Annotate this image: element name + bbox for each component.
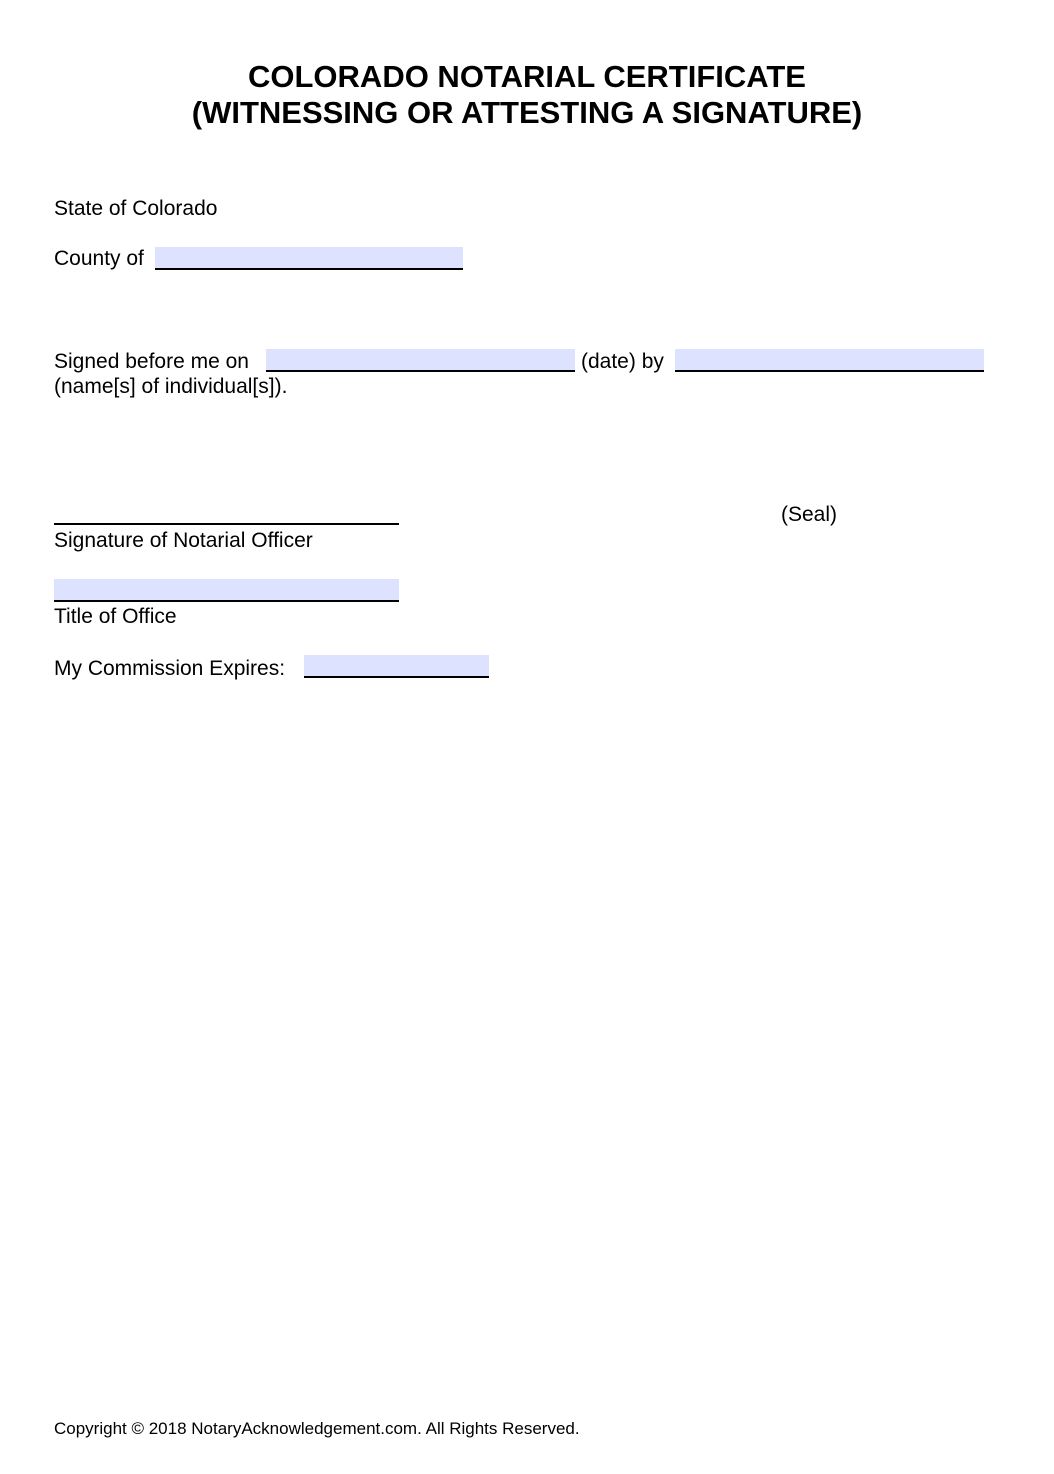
title-line-2: (WITNESSING OR ATTESTING A SIGNATURE) <box>191 95 863 130</box>
commission-field[interactable] <box>304 655 489 678</box>
names-field[interactable] <box>675 349 984 372</box>
names-label: (name[s] of individual[s]). <box>54 375 288 398</box>
county-field[interactable] <box>155 247 463 270</box>
title-of-office-label: Title of Office <box>54 605 177 628</box>
signed-label: Signed before me on <box>54 350 249 373</box>
signature-label: Signature of Notarial Officer <box>54 529 313 552</box>
county-label: County of <box>54 247 144 270</box>
copyright: Copyright © 2018 NotaryAcknowledgement.com. All Rights Reserved. <box>54 1419 580 1438</box>
commission-label: My Commission Expires: <box>54 657 286 680</box>
title-line-1: COLORADO NOTARIAL CERTIFICATE <box>248 59 806 94</box>
date-by-label: (date) by <box>581 350 664 373</box>
date-field[interactable] <box>266 349 575 372</box>
state-label: State of Colorado <box>54 197 218 220</box>
title-of-office-field[interactable] <box>54 579 399 602</box>
signature-line[interactable] <box>54 523 399 525</box>
seal-label: (Seal) <box>781 503 838 526</box>
